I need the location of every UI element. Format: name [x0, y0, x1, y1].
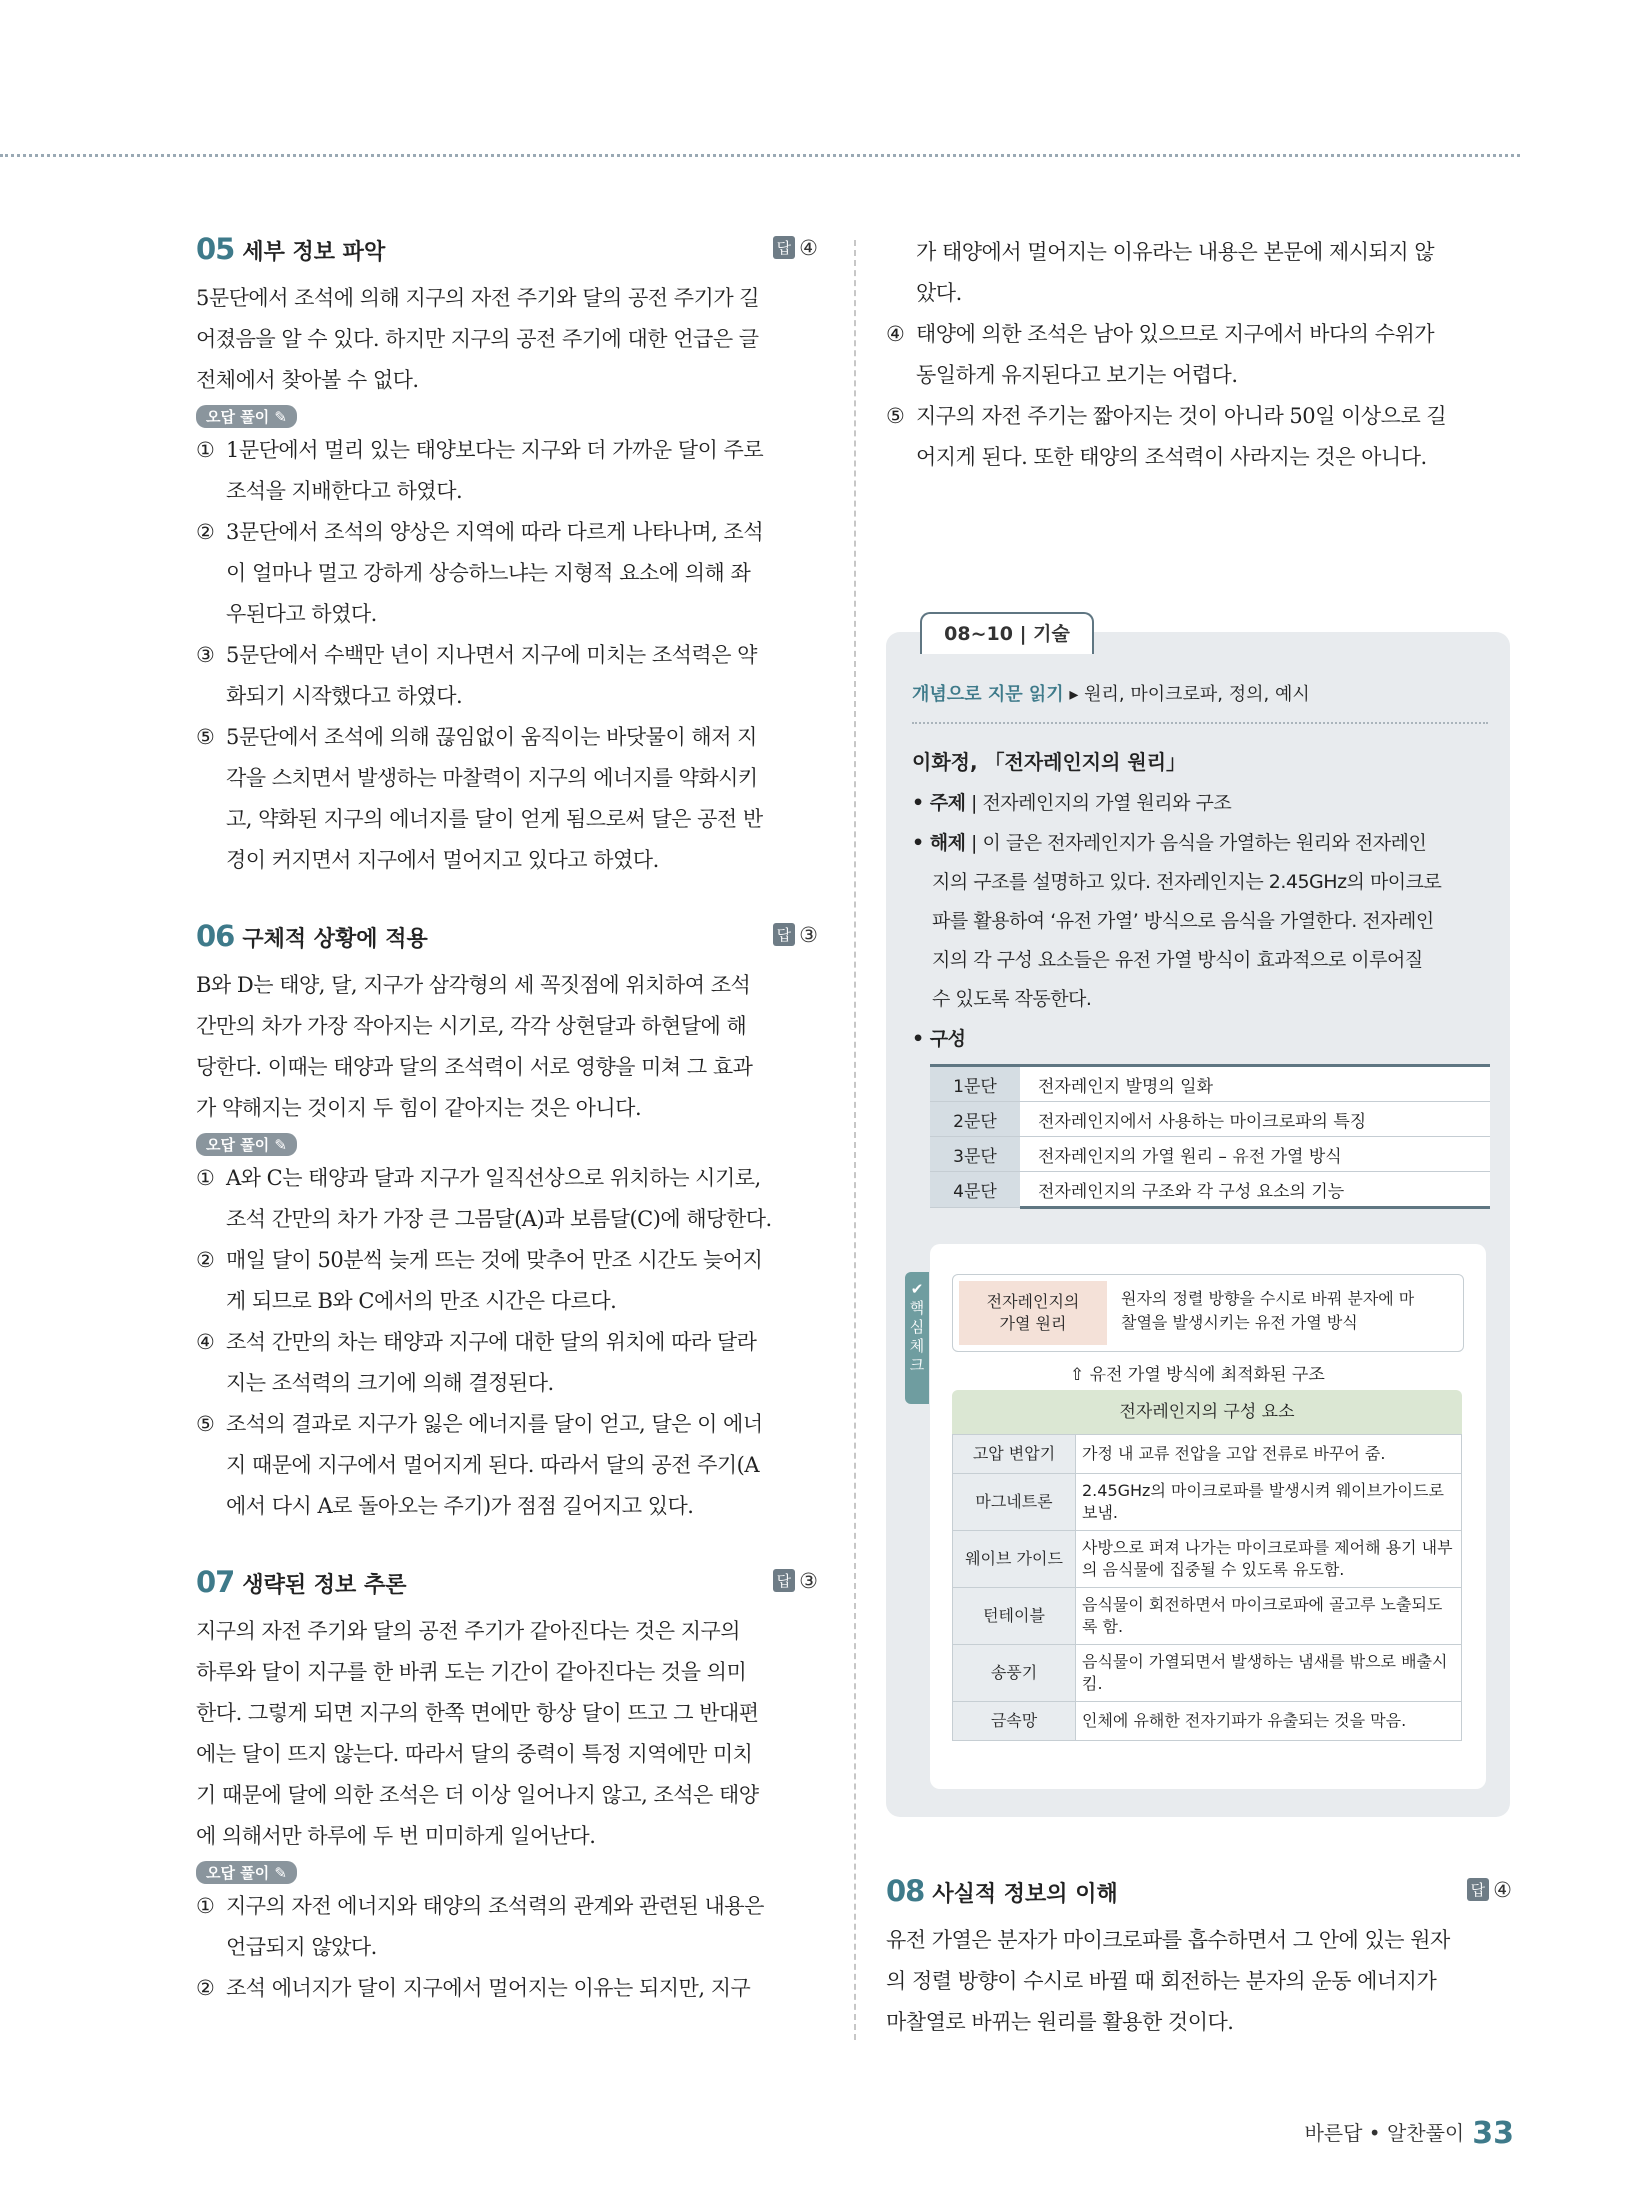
q07-body [196, 1611, 822, 1857]
text-line: 전체에서 찾아볼 수 없다. [196, 368, 419, 392]
table-cell: 3문단 [930, 1137, 1020, 1172]
table-row [953, 1531, 1462, 1588]
item-line: 5문단에서 조석에 의해 끊임없이 움직이는 바닷물이 해저 지 [226, 725, 757, 749]
list-item [196, 1322, 822, 1404]
table-row [953, 1474, 1462, 1531]
item-number: ② [196, 520, 215, 544]
table-cell: 송풍기 [953, 1645, 1076, 1702]
item-number: ⑤ [886, 404, 905, 428]
table-row [953, 1588, 1462, 1645]
table-cell: 인체에 유해한 전자기파가 유출되는 것을 막음. [1076, 1702, 1462, 1741]
bullet-text: | 전자레인지의 가열 원리와 구조 [971, 792, 1232, 814]
item-line: 5문단에서 수백만 년이 지나면서 지구에 미치는 조석력은 약 [226, 643, 757, 667]
bullet-label: • 해제 [912, 832, 966, 854]
item-line: 경이 커지면서 지구에서 멀어지고 있다고 하였다. [226, 848, 659, 872]
item-number: ③ [196, 643, 215, 667]
q05-header [196, 232, 822, 278]
bullet-theme [912, 784, 1492, 823]
list-item [196, 1886, 822, 1968]
table-row [953, 1435, 1462, 1474]
text-line: 지구의 자전 주기와 달의 공전 주기가 같아진다는 것은 지구의 [196, 1619, 741, 1643]
check-icon: ✔ [910, 1280, 924, 1298]
item-line: 조석 간만의 차가 가장 큰 그믐달(A)과 보름달(C)에 해당한다. [226, 1207, 772, 1231]
table-cell: 전자레인지에서 사용하는 마이크로파의 특징 [1020, 1102, 1490, 1137]
q07-number: 07 [196, 1565, 235, 1599]
q07-header [196, 1565, 822, 1611]
q08-header [886, 1874, 1516, 1920]
text-line: 가 약해지는 것이지 두 힘이 같아지는 것은 아니다. [196, 1096, 642, 1120]
wrong-answer-label: 오답 풀이 [206, 1136, 270, 1154]
text-line: 5문단에서 조석에 의해 지구의 자전 주기와 달의 공전 주기가 길 [196, 286, 760, 310]
answer-badge: 답 [773, 1569, 796, 1592]
principle-desc-line: 찰열을 발생시키는 유전 가열 방식 [1121, 1313, 1358, 1332]
table-cell: 금속망 [953, 1702, 1076, 1741]
q06-answer-value: ③ [799, 923, 818, 947]
item-line: 지구의 자전 에너지와 태양의 조석력의 관계와 관련된 내용은 [226, 1894, 764, 1918]
text-line: 마찰열로 바뀌는 원리를 활용한 것이다. [886, 2010, 1234, 2034]
page-number: 33 [1472, 2116, 1514, 2151]
q06-number: 06 [196, 919, 235, 953]
table-cell: 마그네트론 [953, 1474, 1076, 1531]
list-item [196, 1158, 822, 1240]
list-item [196, 1240, 822, 1322]
item-line: 고, 약화된 지구의 에너지를 달이 얻게 됨으로써 달은 공전 반 [226, 807, 763, 831]
item-line: 1문단에서 멀리 있는 태양보다는 지구와 더 가까운 달이 주로 [226, 438, 764, 462]
wrong-answer-label: 오답 풀이 [206, 1864, 270, 1882]
table-row [930, 1137, 1490, 1172]
table-cell: 전자레인지의 가열 원리 – 유전 가열 방식 [1020, 1137, 1490, 1172]
principle-label-line: 가열 원리 [999, 1314, 1067, 1333]
q08-title: 사실적 정보의 이해 [932, 1882, 1118, 1907]
heating-principle [952, 1274, 1464, 1352]
footer-text: 바른답 • 알찬풀이 [1304, 2121, 1465, 2145]
q07-answer-value: ③ [799, 1569, 818, 1593]
item-line: 조석 에너지가 달이 지구에서 멀어지는 이유는 되지만, 지구 [226, 1976, 751, 2000]
text-line: 의 정렬 방향이 수시로 바뀔 때 회전하는 분자의 운동 에너지가 [886, 1969, 1437, 1993]
table-cell: 2.45GHz의 마이크로파를 발생시켜 웨이브가이드로 보냄. [1076, 1474, 1462, 1531]
item-number: ① [196, 1894, 215, 1918]
column-divider [854, 240, 856, 2040]
item-line: 매일 달이 50분씩 늦게 뜨는 것에 맞추어 만조 시간도 늦어지 [226, 1248, 763, 1272]
table-cell: 사방으로 퍼져 나가는 마이크로파를 제어해 용기 내부의 음식물에 집중될 수 있도록 유도함. [1076, 1531, 1462, 1588]
tab-char: 체 [909, 1337, 925, 1355]
q06-header [196, 919, 822, 965]
table-cell: 전자레인지의 구조와 각 구성 요소의 기능 [1020, 1172, 1490, 1208]
list-item [196, 717, 822, 881]
text-line: 기 때문에 달에 의한 조석은 더 이상 일어나지 않고, 조석은 태양 [196, 1783, 759, 1807]
text-line: 하루와 달이 지구를 한 바퀴 도는 기간이 같아진다는 것을 의미 [196, 1660, 747, 1684]
table-row [930, 1066, 1490, 1102]
item-line: 태양에 의한 조석은 남아 있으므로 지구에서 바다의 수위가 [916, 322, 1435, 346]
q05-answer-value: ④ [799, 236, 818, 260]
item-number: ⑤ [196, 1412, 215, 1436]
left-column [196, 232, 822, 2009]
principle-label [959, 1281, 1107, 1345]
list-item [196, 1968, 822, 2009]
principle-label-line: 전자레인지의 [986, 1292, 1080, 1311]
arrow-caption: ⇧ 유전 가열 방식에 최적화된 구조 [1070, 1365, 1325, 1385]
q05-body [196, 278, 822, 401]
item-line: 조석을 지배한다고 하였다. [226, 479, 463, 503]
dotted-rule [912, 722, 1488, 724]
text-line: 유전 가열은 분자가 마이크로파를 흡수하면서 그 안에 있는 원자 [886, 1928, 1450, 1952]
bullet-text: 파를 활용하여 ‘유전 가열’ 방식으로 음식을 가열한다. 전자레인 [932, 910, 1434, 932]
text-line: 에 의해서만 하루에 두 번 미미하게 일어난다. [196, 1824, 596, 1848]
table-row [953, 1645, 1462, 1702]
core-check-tab [905, 1272, 929, 1404]
passage-title: 이화정, 「전자레인지의 원리」 [912, 750, 1187, 774]
table-row [953, 1702, 1462, 1741]
item-line: 았다. [916, 281, 962, 305]
item-line: 이 얼마나 멀고 강하게 상승하느냐는 지형적 요소에 의해 좌 [226, 561, 751, 585]
wrong-answer-badge: 오답 풀이 ✎ [196, 405, 297, 428]
bullet-explain [912, 824, 1492, 1019]
q05-title: 세부 정보 파악 [242, 240, 386, 265]
bullet-text: | 이 글은 전자레인지가 음식을 가열하는 원리와 전자레인 [971, 832, 1427, 854]
table-cell: 가정 내 교류 전압을 고압 전류로 바꾸어 줌. [1076, 1435, 1462, 1474]
item-line: 지구의 자전 주기는 짧아지는 것이 아니라 50일 이상으로 길 [916, 404, 1447, 428]
item-line: 게 되므로 B와 C에서의 만조 시간은 다르다. [226, 1289, 617, 1313]
table-cell: 음식물이 가열되면서 발생하는 냄새를 밖으로 배출시킴. [1076, 1645, 1462, 1702]
answer-badge: 답 [1467, 1878, 1490, 1901]
principle-desc-line: 원자의 정렬 방향을 수시로 바꿔 분자에 마 [1121, 1289, 1415, 1308]
item-line: 조석의 결과로 지구가 잃은 에너지를 달이 얻고, 달은 이 에너 [226, 1412, 763, 1436]
q08-answer-value: ④ [1493, 1878, 1512, 1902]
q06-title: 구체적 상황에 적용 [242, 927, 428, 952]
bullet-text: 지의 구조를 설명하고 있다. 전자레인지는 2.45GHz의 마이크로 [932, 871, 1442, 893]
item-line: 지 때문에 지구에서 멀어지게 된다. 따라서 달의 공전 주기(A [226, 1453, 760, 1477]
item-line: A와 C는 태양과 달과 지구가 일직선상으로 위치하는 시기로, [226, 1166, 761, 1190]
item-number: ④ [196, 1330, 215, 1354]
item-line: 화되기 시작했다고 하였다. [226, 684, 463, 708]
top-dotted-rule [0, 154, 1520, 157]
item-number: ② [196, 1976, 215, 2000]
bullet-structure [912, 1020, 1492, 1059]
item-number: ① [196, 438, 215, 462]
spacer [196, 881, 822, 919]
item-number: ④ [886, 322, 905, 346]
q08-answer [1467, 1878, 1512, 1902]
wrong-answer-label: 오답 풀이 [206, 408, 270, 426]
text-line: 에는 달이 뜨지 않는다. 따라서 달의 중력이 특정 지역에만 미치 [196, 1742, 753, 1766]
table-cell: 4문단 [930, 1172, 1020, 1208]
item-number: ② [196, 1248, 215, 1272]
table-row [930, 1102, 1490, 1137]
concept-label: 개념으로 지문 읽기 [912, 684, 1064, 705]
components-title: 전자레인지의 구성 요소 [952, 1390, 1462, 1434]
text-line: B와 D는 태양, 달, 지구가 삼각형의 세 꼭짓점에 위치하여 조석 [196, 973, 751, 997]
text-line: 당한다. 이때는 태양과 달의 조석력이 서로 영향을 미쳐 그 효과 [196, 1055, 753, 1079]
concept-text: ▸ 원리, 마이크로파, 정의, 예시 [1069, 684, 1310, 705]
bullet-label: • 주제 [912, 792, 966, 814]
bullet-text: 지의 각 구성 요소들은 유전 가열 방식이 효과적으로 이루어질 [932, 949, 1423, 971]
right-column-top [886, 232, 1516, 478]
text-line: 간만의 차가 가장 작아지는 시기로, 각각 상현달과 하현달에 해 [196, 1014, 747, 1038]
structure-table [930, 1064, 1490, 1209]
answer-badge: 답 [773, 923, 796, 946]
item-line: 에서 다시 A로 돌아오는 주기)가 점점 길어지고 있다. [226, 1494, 694, 1518]
item-line: 3문단에서 조석의 양상은 지역에 따라 다르게 나타나며, 조석 [226, 520, 764, 544]
item-line: 우된다고 하였다. [226, 602, 377, 626]
concept-line [912, 680, 1310, 706]
answer-badge: 답 [773, 236, 796, 259]
list-item [886, 396, 1516, 478]
item-line: 조석 간만의 차는 태양과 지구에 대한 달의 위치에 따라 달라 [226, 1330, 757, 1354]
wrong-answer-badge: 오답 풀이 ✎ [196, 1133, 297, 1156]
components-table [952, 1434, 1462, 1741]
item-line: 각을 스치면서 발생하는 마찰력이 지구의 에너지를 약화시키 [226, 766, 758, 790]
table-cell: 음식물이 회전하면서 마이크로파에 골고루 노출되도록 함. [1076, 1588, 1462, 1645]
item-number: ⑤ [196, 725, 215, 749]
item-line: 가 태양에서 멀어지는 이유라는 내용은 본문에 제시되지 않 [916, 240, 1435, 264]
bullet-text: 수 있도록 작동한다. [932, 988, 1092, 1010]
list-item [886, 232, 1516, 314]
item-line: 지는 조석력의 크기에 의해 결정된다. [226, 1371, 554, 1395]
q05-answer [773, 236, 818, 260]
table-cell: 1문단 [930, 1066, 1020, 1102]
table-cell: 전자레인지 발명의 일화 [1020, 1066, 1490, 1102]
list-item [196, 635, 822, 717]
q07-answer [773, 1569, 818, 1593]
tab-char: 심 [909, 1318, 925, 1336]
list-item [196, 430, 822, 512]
wrong-answer-badge: 오답 풀이 ✎ [196, 1861, 297, 1884]
item-line: 어지게 된다. 또한 태양의 조석력이 사라지는 것은 아니다. [916, 445, 1427, 469]
bullet-label: • 구성 [912, 1028, 966, 1050]
item-line: 동일하게 유지된다고 보기는 어렵다. [916, 363, 1238, 387]
q08-section [886, 1874, 1516, 2043]
q06-answer [773, 923, 818, 947]
list-item [196, 1404, 822, 1527]
q08-number: 08 [886, 1874, 925, 1908]
list-item [886, 314, 1516, 396]
page-footer [1304, 2116, 1514, 2151]
text-line: 어졌음을 알 수 있다. 하지만 지구의 공전 주기에 대한 언급은 글 [196, 327, 759, 351]
tab-char: 핵 [909, 1299, 925, 1317]
table-cell: 고압 변압기 [953, 1435, 1076, 1474]
section-tab: 08~10 | 기술 [920, 612, 1094, 654]
spacer [196, 1527, 822, 1565]
table-cell: 2문단 [930, 1102, 1020, 1137]
q05-number: 05 [196, 232, 235, 266]
tab-char: 크 [909, 1356, 925, 1374]
q07-title: 생략된 정보 추론 [242, 1573, 407, 1598]
table-row [930, 1172, 1490, 1208]
table-cell: 턴테이블 [953, 1588, 1076, 1645]
text-line: 한다. 그렇게 되면 지구의 한쪽 면에만 항상 달이 뜨고 그 반대편 [196, 1701, 759, 1725]
principle-desc [1121, 1287, 1457, 1335]
table-cell: 웨이브 가이드 [953, 1531, 1076, 1588]
list-item [196, 512, 822, 635]
item-line: 언급되지 않았다. [226, 1935, 377, 1959]
item-number: ① [196, 1166, 215, 1190]
q06-body [196, 965, 822, 1129]
